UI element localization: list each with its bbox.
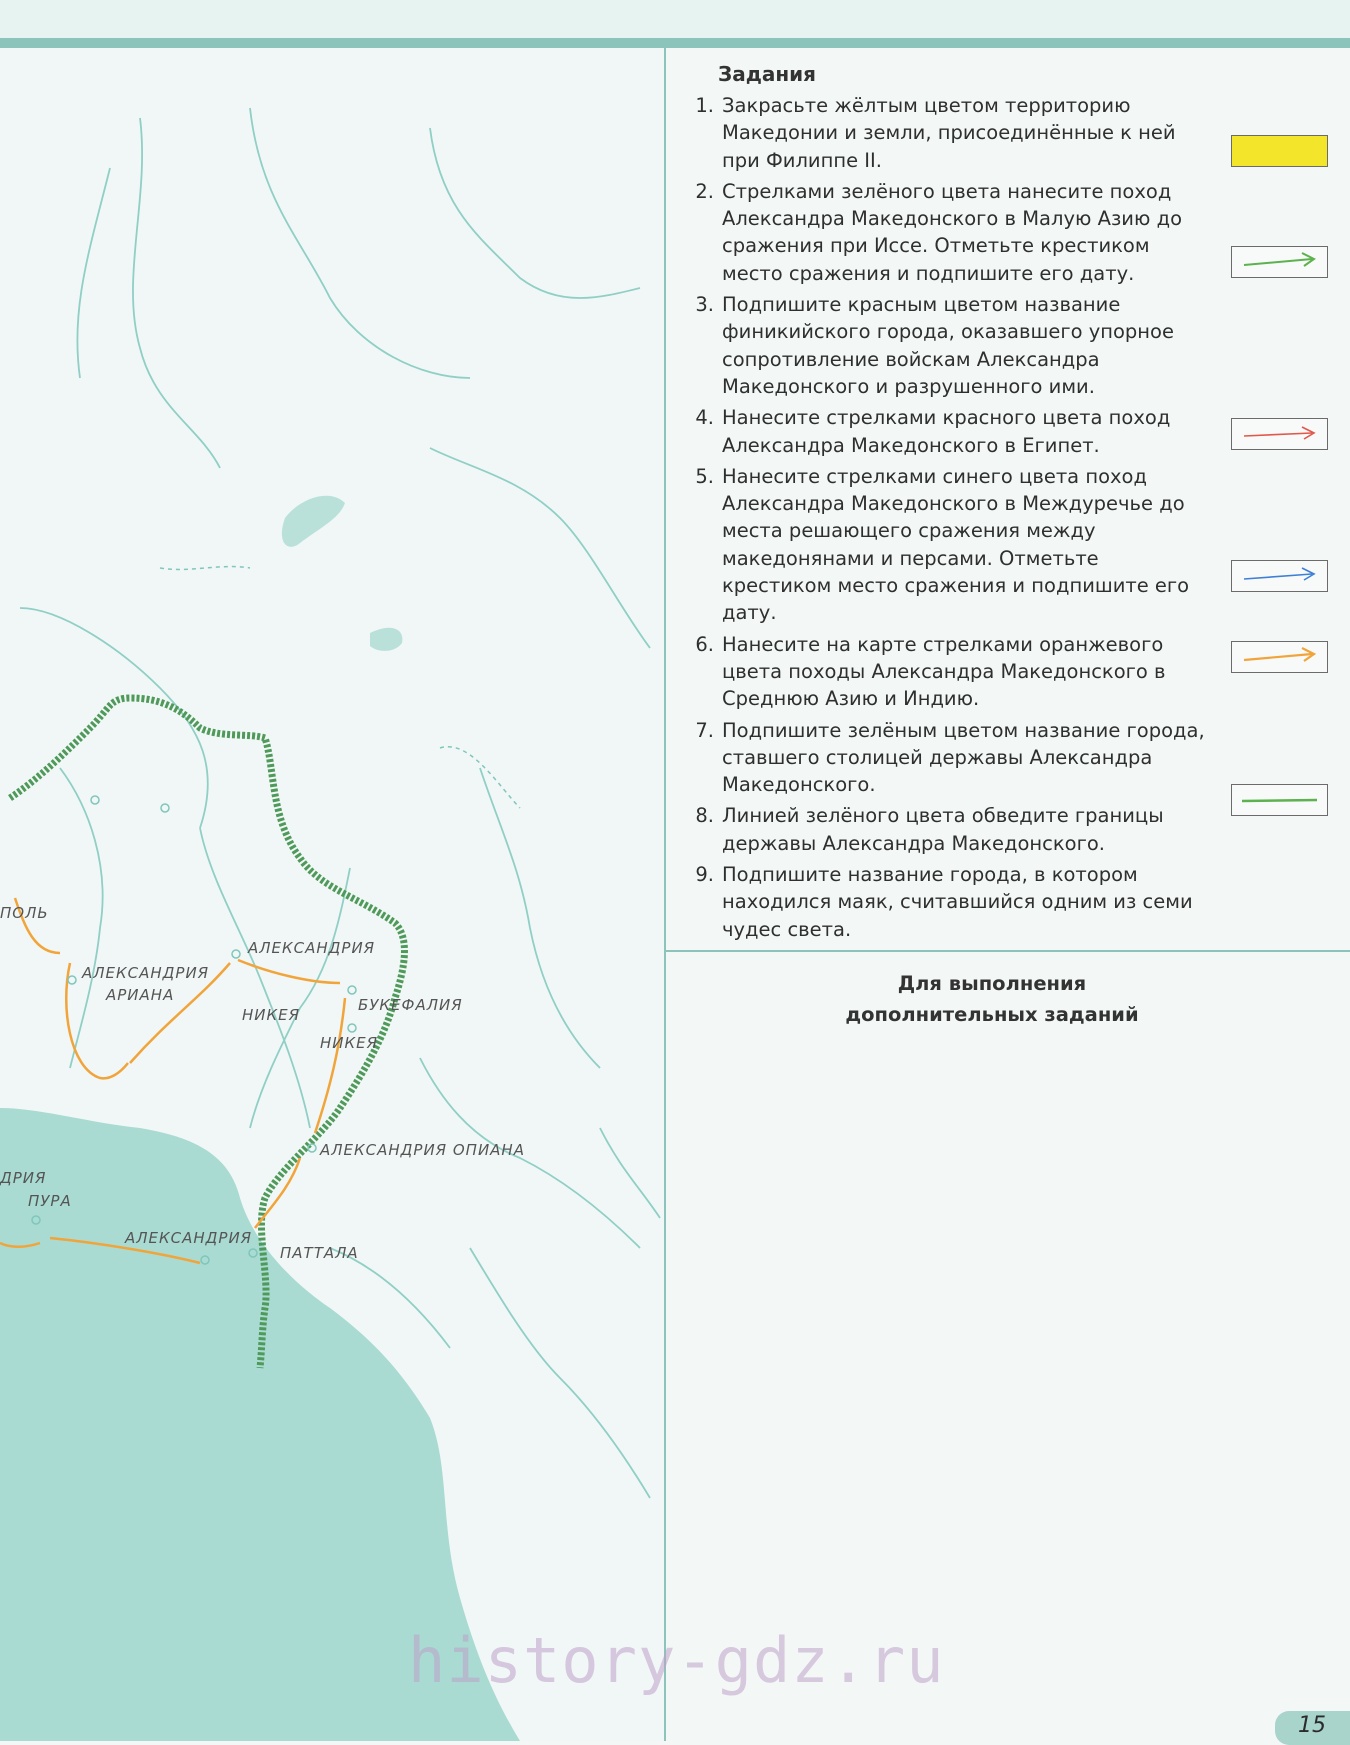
route bbox=[255, 1158, 300, 1228]
task-item bbox=[684, 291, 1214, 400]
map-area bbox=[0, 48, 665, 1741]
section-rule bbox=[666, 950, 1350, 952]
river bbox=[480, 768, 600, 1068]
task-text: Нанесите стрелками красного цвета поход Александра Македонского в Египет. bbox=[722, 406, 1171, 457]
city-dot bbox=[161, 804, 169, 812]
river bbox=[60, 768, 103, 1068]
task-number: 2. bbox=[695, 179, 714, 203]
city-dot bbox=[348, 986, 356, 994]
river bbox=[250, 108, 470, 378]
legend-red-arrow bbox=[1231, 418, 1328, 450]
legend-blue-arrow bbox=[1231, 560, 1328, 592]
dashed-border bbox=[440, 747, 520, 808]
dashed-border bbox=[160, 567, 250, 570]
task-number: 1. bbox=[695, 94, 714, 117]
map-label-bukefalia: БУКЕФАЛИЯ bbox=[358, 996, 463, 1014]
river bbox=[133, 118, 220, 468]
task-item bbox=[684, 802, 1214, 857]
task-item bbox=[684, 92, 1214, 174]
river bbox=[470, 1248, 650, 1498]
city-dot bbox=[91, 796, 99, 804]
task-item bbox=[684, 463, 1214, 627]
task-text: Подпишите красным цветом название финикийского города, оказавшего упорное сопротивление войскам Александра Македонского и разрушенного ими. bbox=[722, 293, 1174, 398]
task-text: Закрасьте жёлтым цветом территорию Македонии и земли, присоединённые к ней при Филиппе II. bbox=[722, 94, 1176, 172]
map-label-nikeya-1: НИКЕЯ bbox=[242, 1006, 301, 1024]
task-item bbox=[684, 178, 1214, 287]
legend-green-arrow bbox=[1231, 246, 1328, 278]
task-text: Стрелками зелёного цвета нанесите поход Александра Македонского в Малую Азию до сражения при Иссе. Отметьте крестиком место сражения и подпишите его дату. bbox=[722, 179, 1183, 285]
map-label-aleksandria-ariana-2: АРИАНА bbox=[106, 986, 175, 1004]
task-text: Подпишите зелёным цветом название города, ставшего столицей державы Александра Македонского. bbox=[722, 718, 1205, 797]
map-label-aleksandria-bottom: АЛЕКСАНДРИЯ bbox=[125, 1229, 253, 1247]
task-item bbox=[684, 404, 1214, 459]
river bbox=[430, 448, 650, 648]
task-text: Нанесите стрелками синего цвета поход Александра Македонского в Междуречье до места решающего сражения между македонянами и персами. Отметьте крестиком место сражения и подпишите его дату. bbox=[722, 464, 1190, 625]
page-number: 15 bbox=[1298, 1713, 1326, 1738]
river bbox=[77, 168, 110, 378]
extra-section-title bbox=[666, 968, 1318, 1030]
map-label-dria: ДРИЯ bbox=[0, 1169, 47, 1187]
task-text: Подпишите название города, в котором находился маяк, считавшийся одним из семи чудес света. bbox=[722, 863, 1193, 941]
river bbox=[20, 608, 208, 828]
city-dot bbox=[232, 950, 240, 958]
map-label-aleksandria-top: АЛЕКСАНДРИЯ bbox=[248, 939, 376, 957]
river bbox=[430, 128, 640, 298]
lake bbox=[370, 628, 402, 651]
tasks-column bbox=[666, 48, 1350, 1741]
map-label-pura: ПУРА bbox=[28, 1192, 72, 1210]
watermark: history-gdz.ru bbox=[408, 1624, 945, 1697]
map-label-pattala: ПАТТАЛА bbox=[280, 1244, 359, 1262]
task-number: 5. bbox=[695, 464, 714, 488]
map-label-aleksandria-ariana-1: АЛЕКСАНДРИЯ bbox=[82, 964, 210, 982]
map-label-nikeya-2: НИКЕЯ bbox=[320, 1034, 379, 1052]
lake bbox=[282, 496, 345, 547]
map-label-pol: ПОЛЬ bbox=[0, 904, 49, 922]
map-label-aleksandria-opiana: АЛЕКСАНДРИЯ ОПИАНА bbox=[320, 1141, 525, 1159]
tasks-list bbox=[684, 92, 1214, 947]
task-item bbox=[684, 861, 1214, 943]
top-rule bbox=[0, 38, 1350, 48]
city-dot bbox=[68, 976, 76, 984]
legend-yellow-fill bbox=[1231, 135, 1328, 167]
task-number: 3. bbox=[695, 293, 714, 317]
task-item bbox=[684, 717, 1214, 799]
extra-title-line-2: дополнительных заданий bbox=[845, 1003, 1139, 1026]
legend-green-line bbox=[1231, 784, 1328, 816]
task-item bbox=[684, 631, 1214, 713]
task-text: Линией зелёного цвета обведите границы державы Александра Македонского. bbox=[722, 804, 1164, 855]
legend-orange-arrow bbox=[1231, 641, 1328, 673]
map-svg bbox=[0, 48, 665, 1741]
tasks-title: Задания bbox=[718, 62, 817, 86]
city-dot bbox=[348, 1024, 356, 1032]
river bbox=[600, 1128, 660, 1218]
task-number: 6. bbox=[695, 632, 714, 656]
task-text: Нанесите на карте стрелками оранжевого цвета походы Александра Македонского в Среднюю Азию и Индию. bbox=[722, 632, 1166, 711]
task-number: 4. bbox=[695, 406, 714, 430]
extra-title-line-1: Для выполнения bbox=[897, 972, 1087, 995]
task-number: 9. bbox=[695, 863, 714, 887]
task-number: 8. bbox=[695, 804, 714, 828]
task-number: 7. bbox=[695, 718, 714, 742]
